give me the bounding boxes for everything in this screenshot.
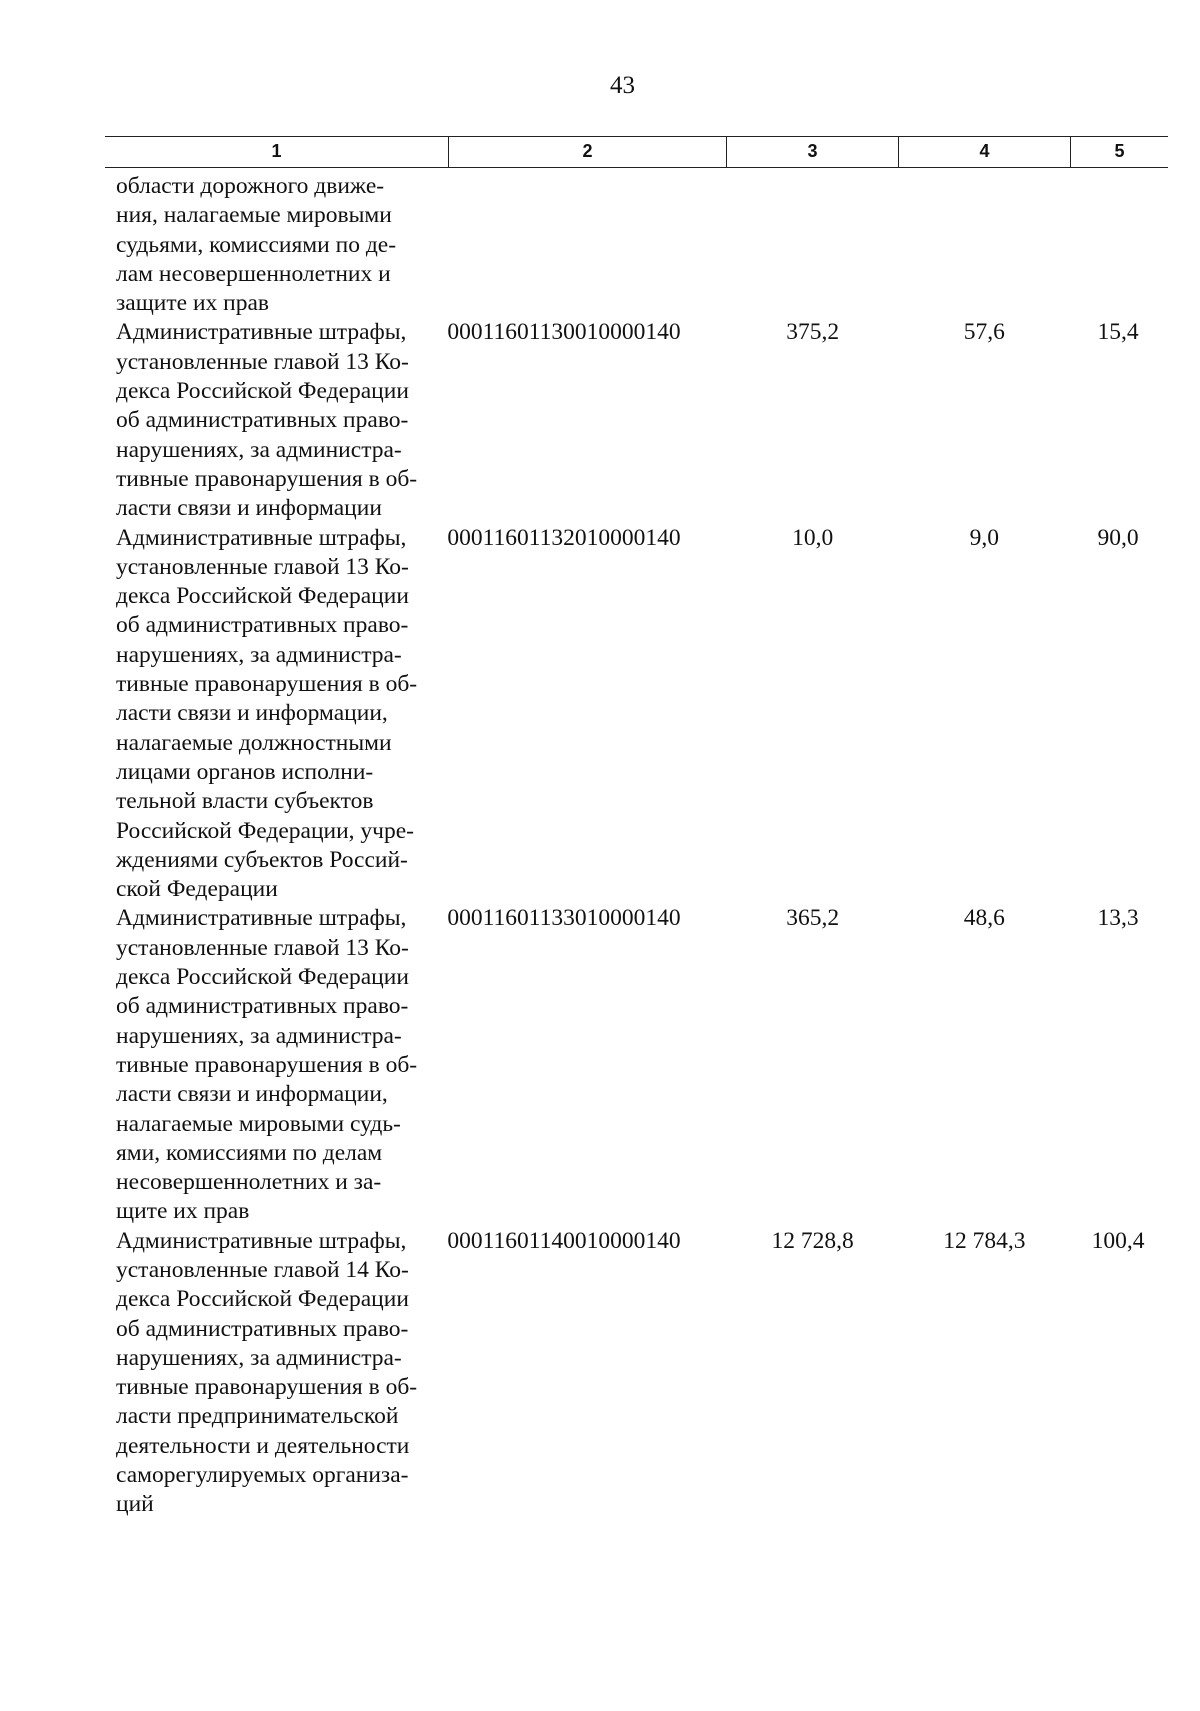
- page-number: 43: [610, 72, 635, 99]
- description-line: Административные штрафы,: [116, 319, 407, 346]
- table-row: [116, 172, 1166, 318]
- row-value-col5: 90,0: [1097, 524, 1139, 551]
- description-line: ций: [116, 1491, 154, 1518]
- row-description: [116, 172, 437, 318]
- description-line: тивные правонарушения в об-: [116, 1051, 418, 1078]
- description-line: Административные штрафы,: [116, 524, 407, 551]
- row-code: 00011601140010000140: [447, 1227, 681, 1254]
- description-line: нарушениях, за администра-: [116, 641, 402, 668]
- row-value-col3: 375,2: [786, 319, 840, 346]
- table-row: [116, 904, 1166, 1226]
- row-code: 00011601133010000140: [447, 905, 681, 932]
- row-value-col4: 57,6: [963, 319, 1005, 346]
- description-line: Административные штрафы,: [116, 905, 407, 932]
- description-line: установленные главой 13 Ко-: [116, 553, 409, 580]
- description-line: Административные штрафы,: [116, 1227, 407, 1254]
- description-line: щите их прав: [116, 1198, 250, 1225]
- description-line: ской Федерации: [116, 876, 278, 903]
- header-col-3: 3: [726, 137, 898, 167]
- header-col-2: 2: [448, 137, 726, 167]
- row-value-col3: 12 728,8: [771, 1227, 854, 1254]
- description-line: нарушениях, за администра-: [116, 1344, 402, 1371]
- description-line: об административных право-: [116, 1315, 409, 1342]
- row-value-col5: 100,4: [1091, 1227, 1145, 1254]
- description-line: ния, налагаемые мировыми: [116, 202, 392, 229]
- table-row: [116, 524, 1166, 905]
- description-line: нарушениях, за администра-: [116, 436, 402, 463]
- description-line: декса Российской Федерации: [116, 378, 409, 405]
- description-line: налагаемые должностными: [116, 729, 392, 756]
- description-line: лицами органов исполни-: [116, 758, 374, 785]
- description-line: тивные правонарушения в об-: [116, 1374, 418, 1401]
- description-line: установленные главой 14 Ко-: [116, 1256, 409, 1283]
- row-value-col4: 9,0: [969, 524, 1000, 551]
- table-body: [116, 172, 1166, 1520]
- description-line: налагаемые мировыми судь-: [116, 1110, 401, 1137]
- description-line: установленные главой 13 Ко-: [116, 348, 409, 375]
- description-line: тивные правонарушения в об-: [116, 465, 418, 492]
- description-line: защите их прав: [116, 290, 270, 317]
- description-line: об административных право-: [116, 993, 409, 1020]
- header-col-4: 4: [898, 137, 1070, 167]
- description-line: саморегулируемых организа-: [116, 1462, 409, 1489]
- row-code: 00011601132010000140: [447, 524, 681, 551]
- description-line: декса Российской Федерации: [116, 583, 409, 610]
- description-line: об административных право-: [116, 612, 409, 639]
- description-line: лам несовершеннолетних и: [116, 260, 391, 287]
- row-description: [116, 318, 437, 523]
- row-description: [116, 1227, 437, 1520]
- description-line: Российской Федерации, учре-: [116, 817, 414, 844]
- description-line: тивные правонарушения в об-: [116, 671, 418, 698]
- row-value-col3: 365,2: [786, 905, 840, 932]
- row-value-col3: 10,0: [792, 524, 834, 551]
- description-line: области дорожного движе-: [116, 173, 385, 199]
- description-line: ласти связи и информации,: [116, 1081, 388, 1108]
- row-description: [116, 524, 437, 905]
- description-line: декса Российской Федерации: [116, 964, 409, 991]
- description-line: деятельности и деятельности: [116, 1432, 410, 1459]
- row-description: [116, 904, 437, 1226]
- description-line: ласти связи и информации,: [116, 700, 388, 727]
- description-line: установленные главой 13 Ко-: [116, 934, 409, 961]
- header-col-5: 5: [1070, 137, 1168, 167]
- row-value-col5: 15,4: [1097, 319, 1139, 346]
- description-line: ями, комиссиями по делам: [116, 1139, 383, 1166]
- row-value-col4: 12 784,3: [943, 1227, 1026, 1254]
- table-row: [116, 318, 1166, 523]
- table-header: [105, 136, 1168, 168]
- header-col-1: 1: [271, 141, 282, 161]
- row-value-col5: 13,3: [1097, 905, 1139, 932]
- description-line: нарушениях, за администра-: [116, 1022, 402, 1049]
- description-line: ласти предпринимательской: [116, 1403, 399, 1430]
- description-line: тельной власти субъектов: [116, 788, 374, 815]
- table-row: [116, 1227, 1166, 1520]
- description-line: ждениями субъектов Россий-: [116, 846, 408, 873]
- description-line: ласти связи и информации: [116, 495, 382, 522]
- description-line: об административных право-: [116, 407, 409, 434]
- row-code: 00011601130010000140: [447, 319, 681, 346]
- row-value-col4: 48,6: [963, 905, 1005, 932]
- description-line: судьями, комиссиями по де-: [116, 231, 397, 258]
- description-line: декса Российской Федерации: [116, 1286, 409, 1313]
- description-line: несовершеннолетних и за-: [116, 1169, 382, 1196]
